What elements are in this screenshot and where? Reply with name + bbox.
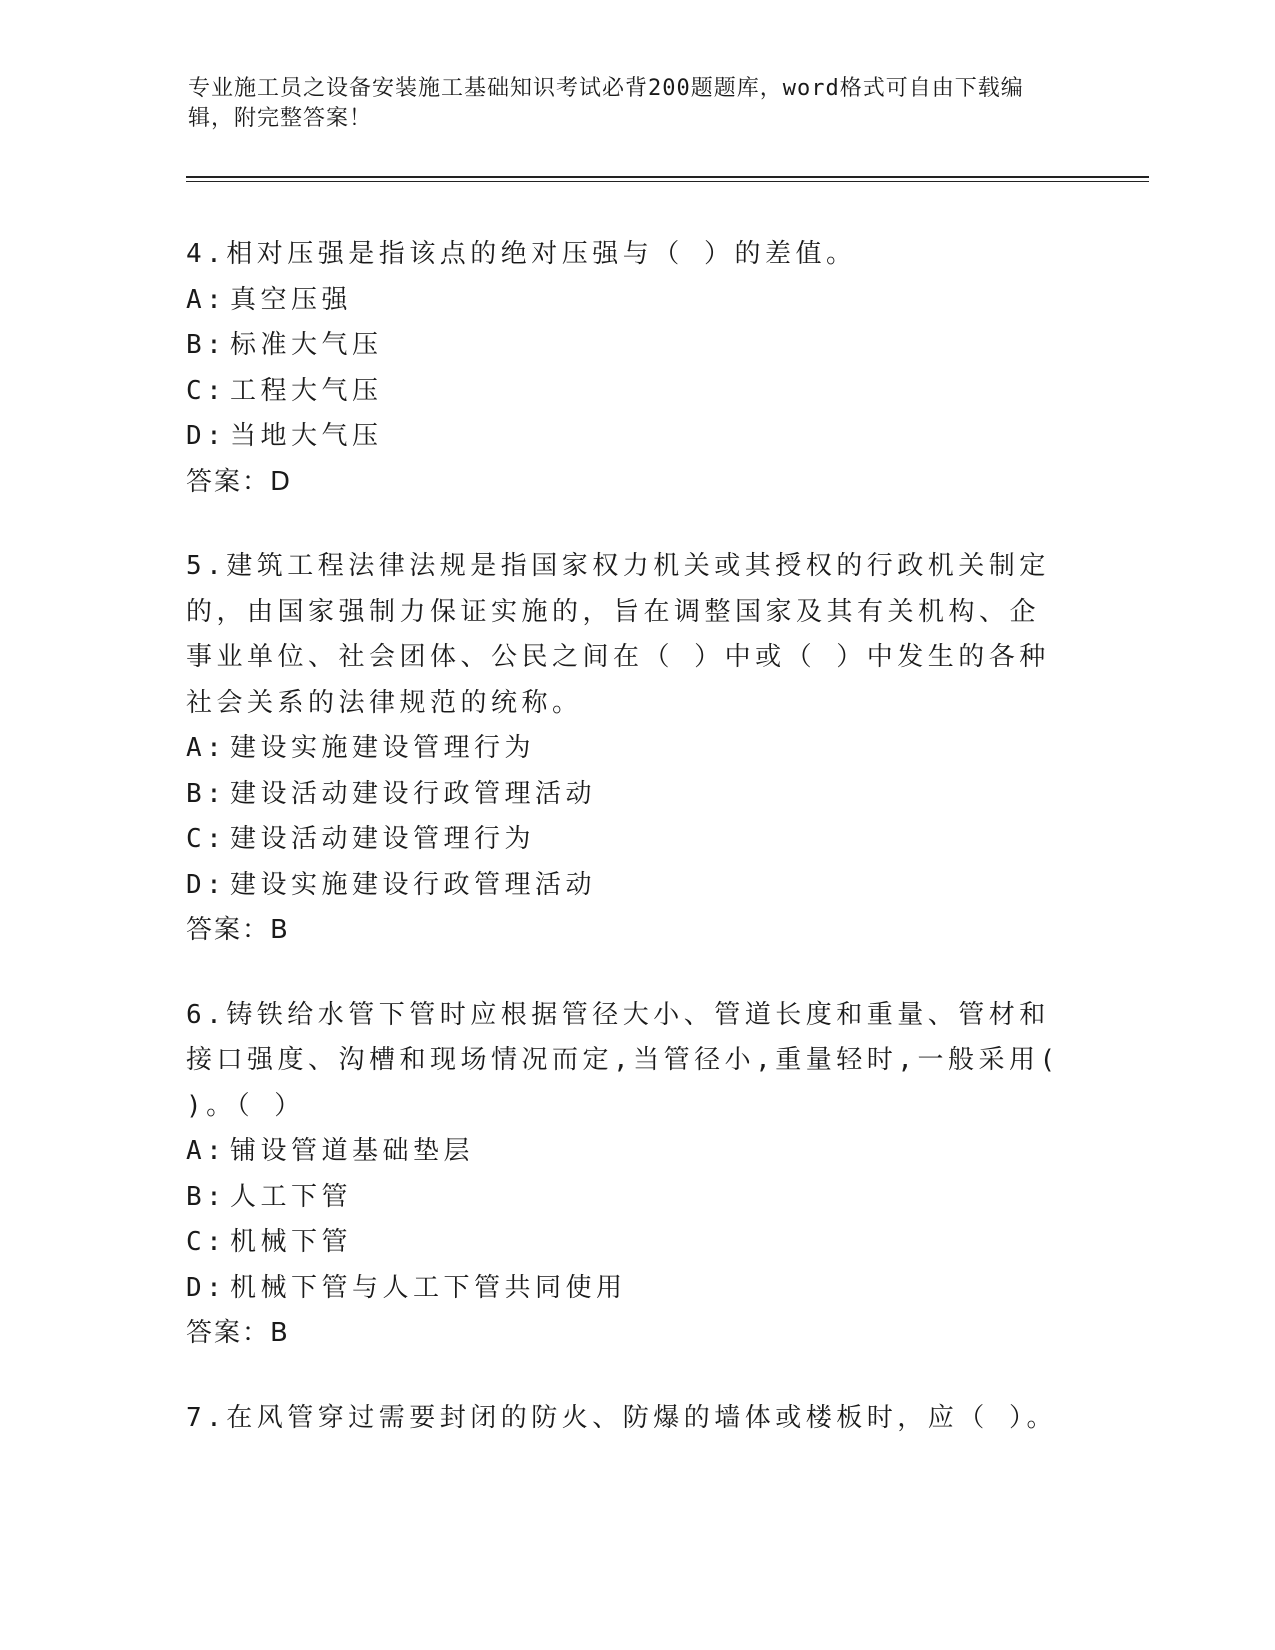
question-5	[186, 544, 1066, 954]
option-b	[186, 1175, 1066, 1221]
question-stem: 6.铸铁给水管下管时应根据管径大小、管道长度和重量、管材和接口强度、沟槽和现场情况而定,当管径小,重量轻时,一般采用( )。（ ）	[186, 999, 1060, 1121]
question-stem: 4.相对压强是指该点的绝对压强与（ ）的差值。	[186, 239, 857, 269]
answer-line: 答案：D	[186, 466, 293, 497]
option-c	[186, 817, 1066, 863]
option-c	[186, 369, 1066, 415]
option-text: 真空压强	[230, 284, 353, 315]
question-stem: 7.在风管穿过需要封闭的防火、防爆的墙体或楼板时，应（ ）。	[186, 1402, 1057, 1433]
answer-line: 答案：B	[186, 915, 290, 945]
option-text: 标准大气压	[230, 330, 383, 360]
option-key: D:	[186, 421, 227, 451]
option-text: 机械下管与人工下管共同使用	[230, 1272, 627, 1303]
option-key: B:	[186, 778, 227, 809]
option-a	[186, 726, 1066, 772]
question-list	[186, 232, 1066, 1480]
option-text: 建设实施建设管理行为	[230, 733, 536, 763]
option-text: 铺设管道基础垫层	[230, 1136, 475, 1166]
option-b	[186, 323, 1066, 369]
header-divider-thin	[186, 181, 1149, 182]
option-d	[186, 1266, 1066, 1312]
question-7	[186, 1396, 1066, 1442]
option-key: C:	[186, 824, 227, 854]
option-text: 人工下管	[230, 1181, 353, 1212]
answer-line: 答案：B	[186, 1318, 290, 1348]
option-key: D:	[186, 869, 227, 900]
option-key: C:	[186, 1227, 227, 1257]
question-stem: 5.建筑工程法律法规是指国家权力机关或其授权的行政机关制定的，由国家强制力保证实施的，旨在调整国家及其有关机构、企事业单位、社会团体、公民之间在（ ）中或（ ）中发生的各种社会关系的法律规范的统称。	[186, 551, 1050, 718]
option-c	[186, 1220, 1066, 1266]
option-key: B:	[186, 1181, 227, 1212]
option-key: D:	[186, 1272, 227, 1303]
header-divider-thick	[186, 176, 1149, 178]
option-text: 当地大气压	[230, 421, 383, 451]
option-key: A:	[186, 1136, 227, 1166]
option-text: 建设活动建设管理行为	[230, 824, 536, 854]
option-key: C:	[186, 375, 227, 406]
option-text: 建设实施建设行政管理活动	[230, 869, 597, 900]
option-d	[186, 863, 1066, 909]
option-b	[186, 772, 1066, 818]
question-4	[186, 232, 1066, 505]
option-d	[186, 414, 1066, 460]
option-key: A:	[186, 284, 227, 315]
option-text: 工程大气压	[230, 375, 383, 406]
question-6	[186, 993, 1066, 1357]
option-key: B:	[186, 330, 227, 360]
document-header	[188, 74, 1068, 134]
header-title: 专业施工员之设备安装施工基础知识考试必背200题题库，word格式可自由下载编辑，附完整答案！	[188, 76, 1024, 131]
option-a	[186, 278, 1066, 324]
option-text: 机械下管	[230, 1227, 353, 1257]
option-a	[186, 1129, 1066, 1175]
option-key: A:	[186, 733, 227, 763]
option-text: 建设活动建设行政管理活动	[230, 778, 597, 809]
